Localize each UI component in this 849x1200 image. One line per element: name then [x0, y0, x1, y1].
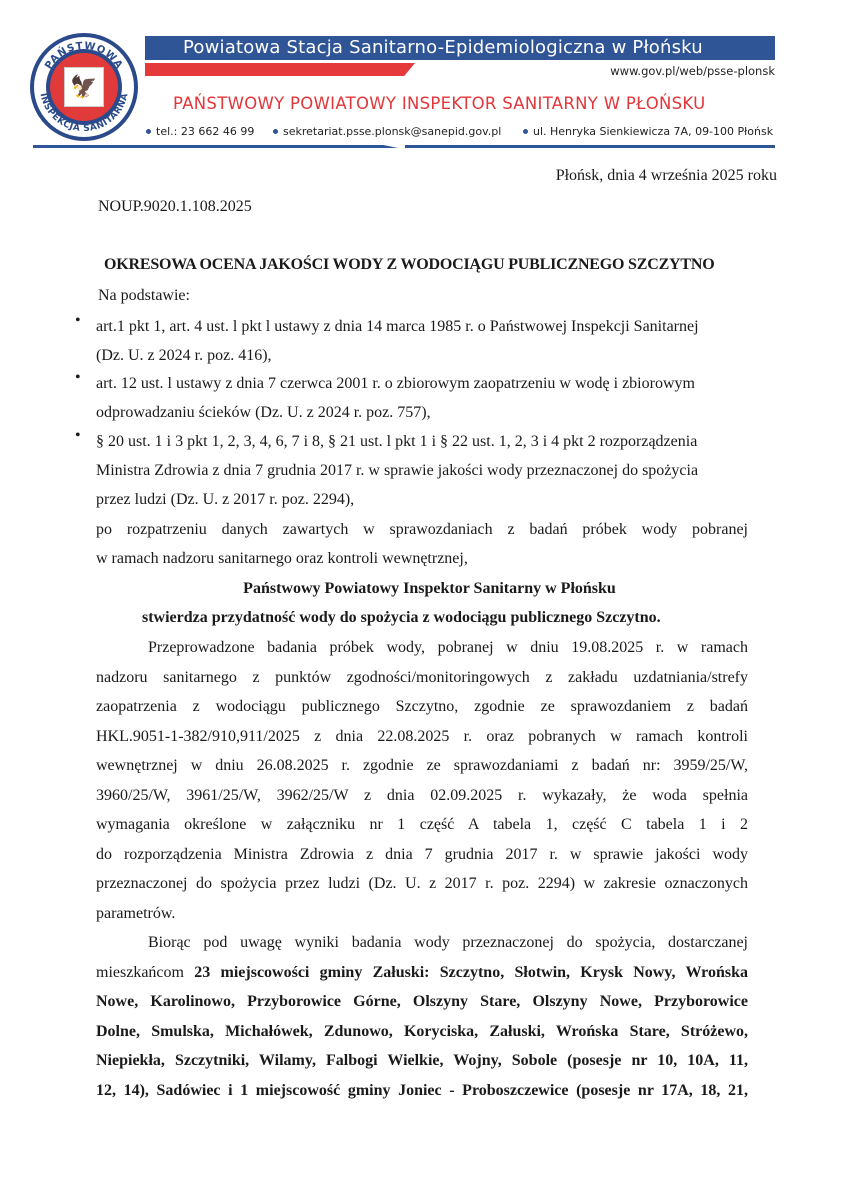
paragraph-line: wewnętrznej w dniu 26.08.2025 r. zgodnie ze sprawozdaniami z badań nr: 3959/25/W,: [96, 757, 748, 774]
localities-line: Dolne, Smulska, Michałówek, Zdunowo, Koryciska, Załuski, Wrońska Stare, Stróżewo,: [96, 1022, 748, 1040]
paragraph-line: [96, 958, 748, 988]
inspection-logo: [30, 33, 138, 141]
website-link[interactable]: www.gov.pl/web/psse-plonsk: [610, 64, 775, 78]
bullet-dot-icon: [523, 129, 528, 134]
phone-text: tel.: 23 662 46 99: [156, 125, 255, 138]
paragraph-line: nadzoru sanitarnego z punktów zgodności/monitoringowych z zakładu uzdatniania/strefy: [96, 668, 748, 686]
place-date: Płońsk, dnia 4 września 2025 roku: [555, 167, 777, 184]
localities-line: 12, 14), Sadówiec i 1 miejscowość gminy Joniec - Proboszczewice (posesje nr 17A, 18, 21,: [96, 1081, 748, 1099]
bullet-dot-icon: [273, 129, 278, 134]
inspector-title: PAŃSTWOWY POWIATOWY INSPEKTOR SANITARNY W PŁOŃSKU: [173, 94, 706, 113]
contact-phone: [146, 125, 273, 138]
header-divider-left: [33, 145, 398, 148]
station-name-banner: Powiatowa Stacja Sanitarno-Epidemiologiczna w Płońsku: [145, 36, 775, 60]
contact-bar: [146, 125, 776, 138]
paragraph-line: zaopatrzenia z wodociągu publicznego Szczytno, zgodnie ze sprawozdaniem z badań: [96, 698, 748, 715]
reference-number: NOUP.9020.1.108.2025: [98, 198, 252, 215]
paragraph-line: 3960/25/W, 3961/25/W, 3962/25/W z dnia 02.09.2025 r. wykazały, że woda spełnia: [96, 786, 748, 804]
localities-line: Nowe, Karolinowo, Przyborowice Górne, Olszyny Stare, Olszyny Nowe, Przyborowice: [96, 993, 748, 1010]
paragraph-line: wymagania określone w załączniku nr 1 część A tabela 1, część C tabela 1 i 2: [96, 816, 748, 833]
header-divider-right: [405, 145, 775, 148]
bullet-icon: •: [75, 427, 81, 444]
svg-text:PAŃSTWOWA: [43, 41, 125, 72]
contact-address: [523, 125, 773, 138]
eagle-emblem-icon: 🦅: [64, 67, 104, 107]
paragraph-line: do rozporządzenia Ministra Zdrowia z dnia 7 grudnia 2017 r. w sprawie jakości wody: [96, 845, 748, 863]
legal-basis-3-line3: przez ludzi (Dz. U. z 2017 r. poz. 2294),: [96, 491, 355, 508]
legal-basis-2-line2: odprowadzaniu ścieków (Dz. U. z 2024 r. poz. 757),: [96, 404, 431, 421]
bullet-dot-icon: [146, 129, 151, 134]
contact-email[interactable]: [273, 125, 523, 138]
paragraph-line: parametrów.: [96, 904, 176, 922]
paragraph-line: HKL.9051-1-382/910,911/2025 z dnia 22.08.2025 r. oraz pobranych w ramach kontroli: [96, 727, 748, 745]
authority-name: Państwowy Powiatowy Inspektor Sanitarny w Płońsku: [243, 580, 616, 597]
legal-basis-1-line2: (Dz. U. z 2024 r. poz. 416),: [96, 347, 272, 364]
bullet-icon: •: [75, 312, 81, 329]
paragraph-line: Przeprowadzone badania próbek wody, pobranej w dniu 19.08.2025 r. w ramach: [148, 639, 748, 656]
after-bullets-line1: po rozpatrzeniu danych zawartych w sprawozdaniach z badań próbek wody pobranej: [96, 521, 748, 538]
document-title: OKRESOWA OCENA JAKOŚCI WODY Z WODOCIĄGU PUBLICZNEGO SZCZYTNO: [104, 256, 715, 273]
localities-paragraph: [96, 928, 748, 1105]
red-accent-bar: [145, 63, 415, 76]
email-link[interactable]: sekretariat.psse.plonsk@sanepid.gov.pl: [283, 125, 502, 138]
paragraph-line: przeznaczonej do spożycia przez ludzi (Dz. U. z 2017 r. poz. 2294) w zakresie oznaczonych: [96, 875, 748, 892]
address-text: ul. Henryka Sienkiewicza 7A, 09-100 Płońsk: [533, 125, 774, 138]
legal-basis-1-line1: art.1 pkt 1, art. 4 ust. l pkt l ustawy z dnia 14 marca 1985 r. o Państwowej Inspekcji Sanitarnej: [96, 318, 699, 335]
finding-statement: stwierdza przydatność wody do spożycia z wodociągu publicznego Szczytno.: [142, 609, 661, 626]
legal-basis-3-line2: Ministra Zdrowia z dnia 7 grudnia 2017 r. w sprawie jakości wody przeznaczonej do spożycia: [96, 462, 699, 479]
paragraph-line: Biorąc pod uwagę wyniki badania wody przeznaczonej do spożycia, dostarczanej: [148, 934, 748, 951]
bullet-icon: •: [75, 369, 81, 386]
legal-basis-3-line1: § 20 ust. 1 i 3 pkt 1, 2, 3, 4, 6, 7 i 8, § 21 ust. l pkt 1 i § 22 ust. 1, 2, 3 i 4 pkt 2 rozporządzenia: [96, 433, 698, 450]
legal-basis-2-line1: art. 12 ust. l ustawy z dnia 7 czerwca 2001 r. o zbiorowym zaopatrzeniu w wodę i zbiorowym: [96, 375, 695, 392]
logo-top-text: PAŃSTWOWA: [43, 40, 125, 72]
svg-text:INSPEKCJA SANITARNA: [38, 92, 131, 134]
logo-bottom-text: INSPEKCJA SANITARNA: [37, 92, 131, 135]
after-bullets-line2: w ramach nadzoru sanitarnego oraz kontroli wewnętrznej,: [96, 550, 468, 567]
localities-line: Niepiekła, Szczytniki, Wilamy, Falbogi Wielkie, Wojny, Sobole (posesje nr 10, 10A, 11,: [96, 1052, 748, 1069]
localities-bold-text: 23 miejscowości gminy Załuski: Szczytno, Słotwin, Krysk Nowy, Wrońska: [194, 963, 749, 981]
findings-paragraph: [96, 633, 748, 928]
paragraph-text: mieszkańcom: [96, 963, 195, 981]
intro-text: Na podstawie:: [98, 287, 190, 304]
